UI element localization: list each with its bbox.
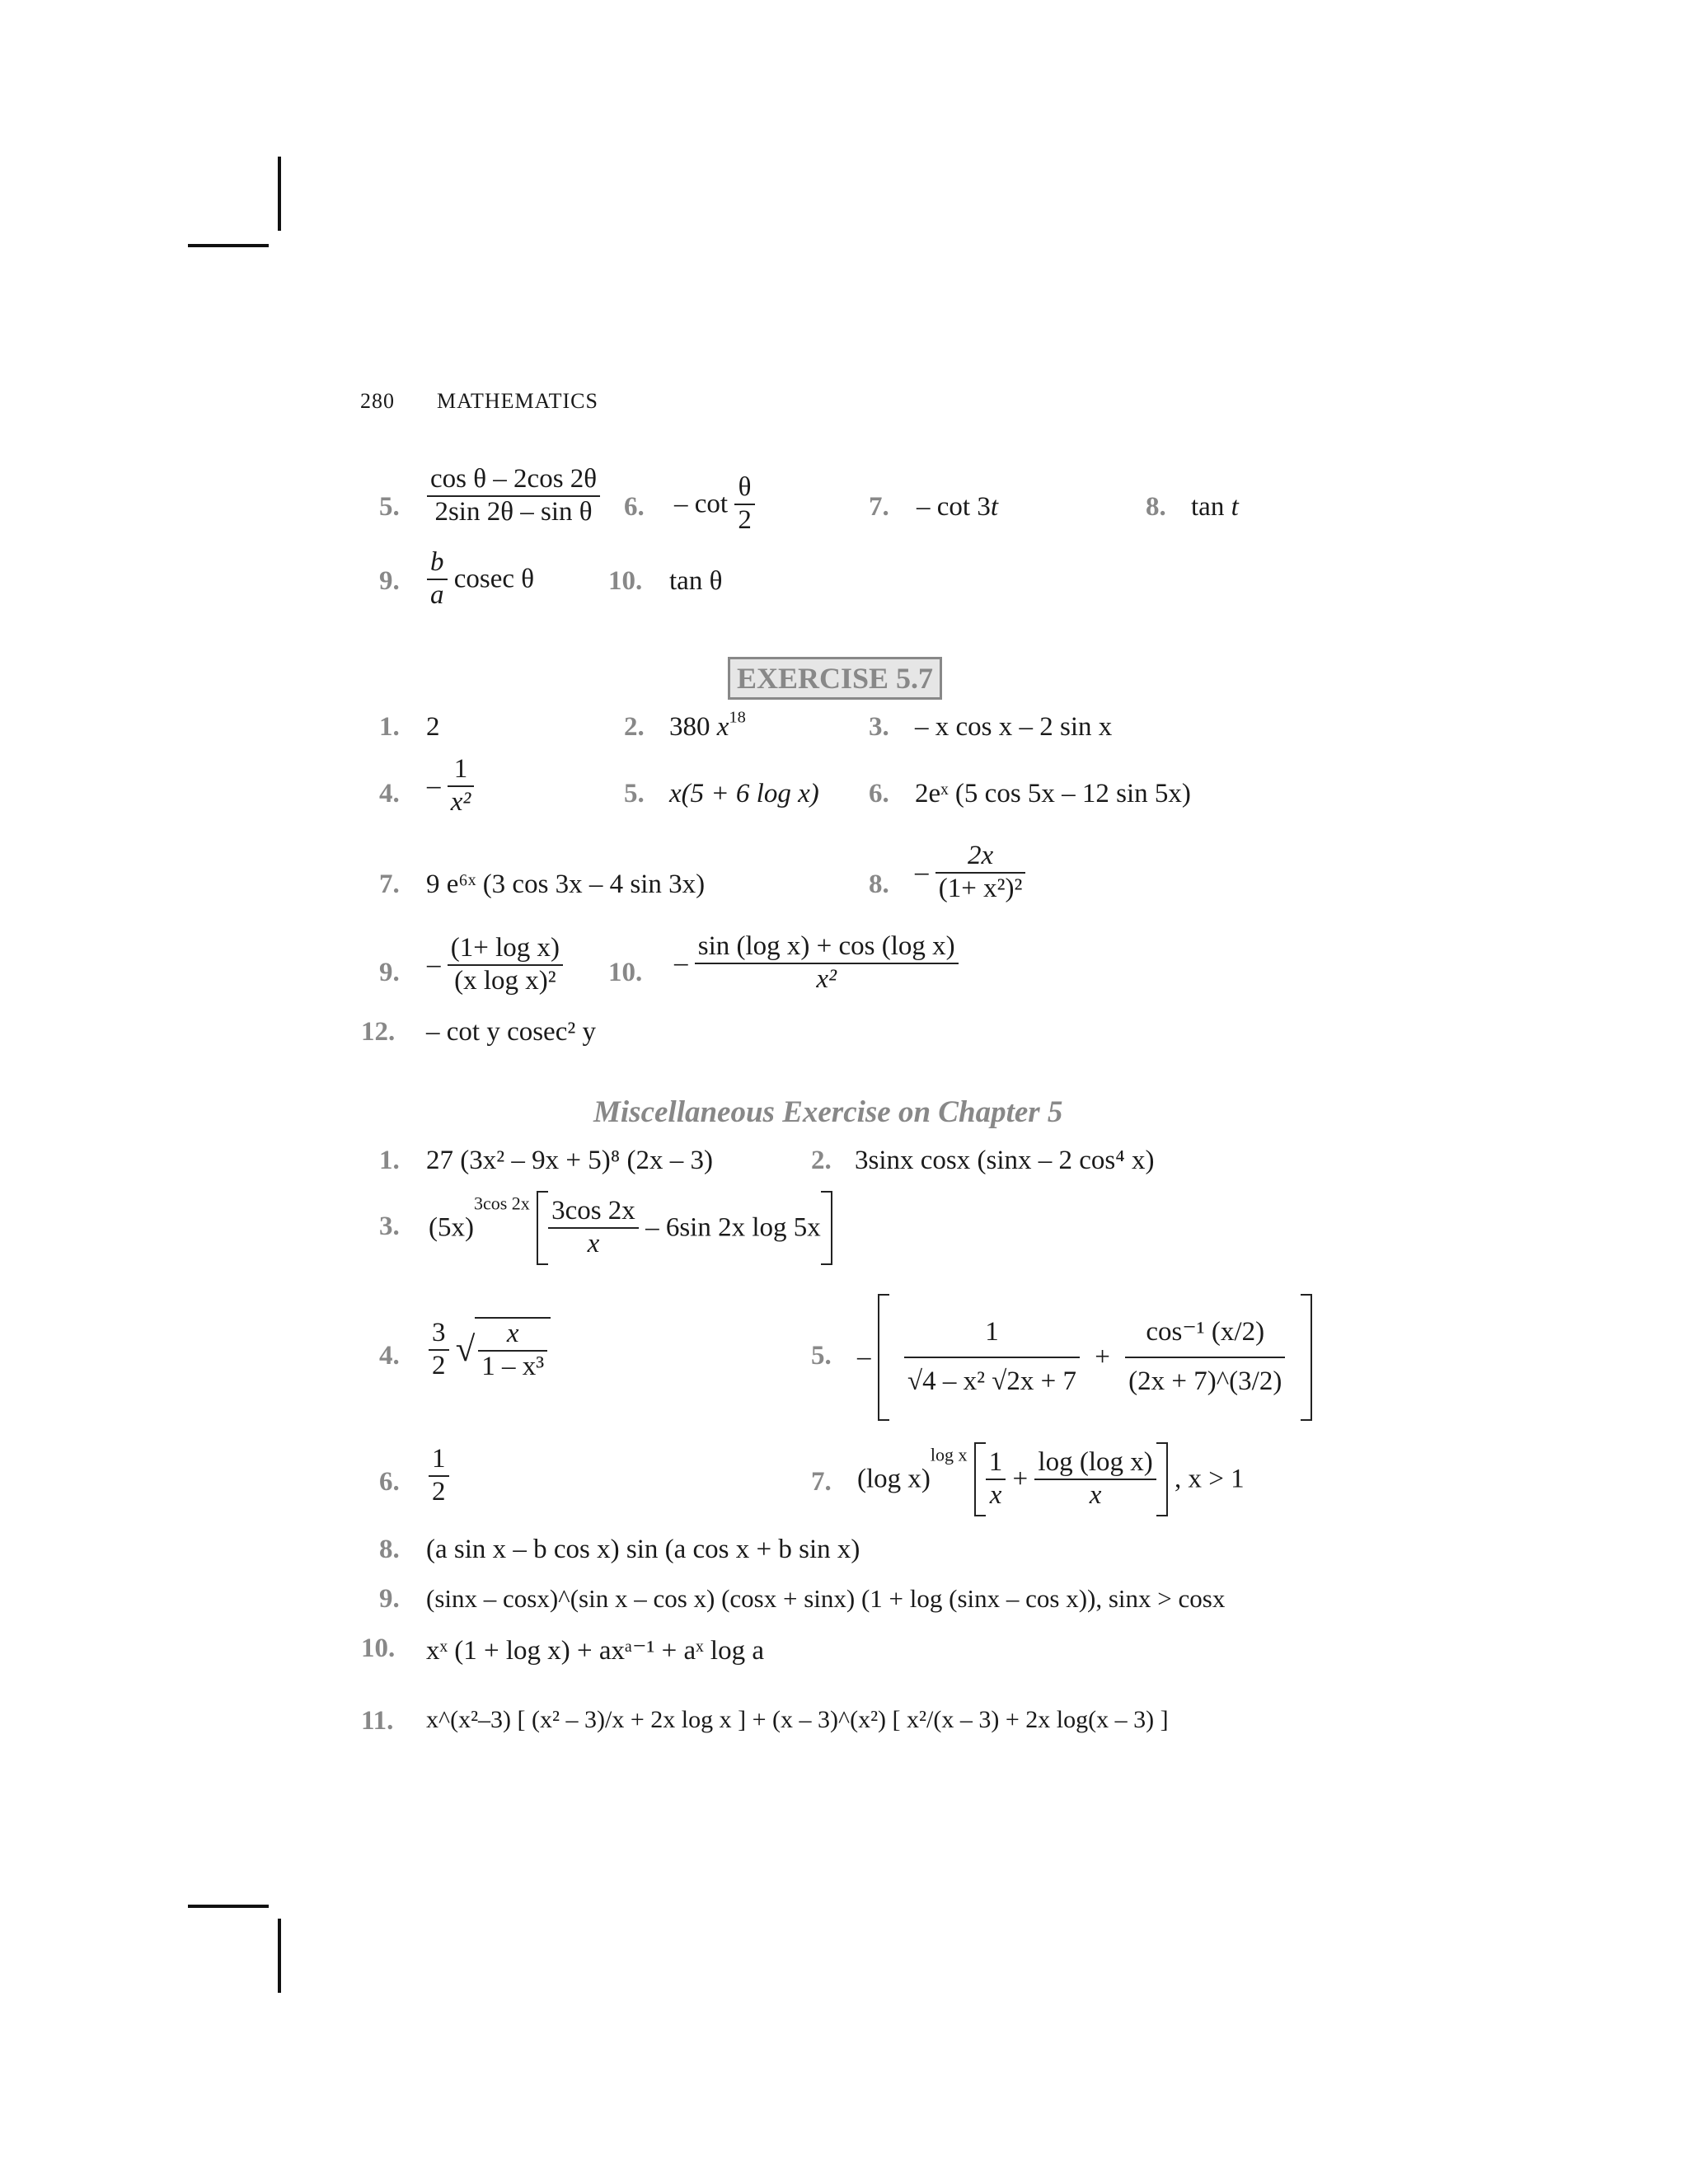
answer-5: x(5 + 6 log x)	[669, 779, 819, 808]
answer-number: 1.	[379, 1146, 400, 1175]
answer-10: – $\frac{\text{sin (log x) + cos (log x)}}{\text{x²}}$	[674, 931, 959, 996]
answer-number: 5.	[811, 1341, 832, 1371]
answer-8: (a sin x – b cos x) sin (a cos x + b sin x)	[426, 1535, 860, 1564]
answer-number: 7.	[869, 492, 889, 522]
answer-number: 10.	[361, 1633, 396, 1663]
answer-number: 6.	[624, 492, 645, 522]
answer-number: 8.	[1146, 492, 1166, 522]
answer-7: (log x)$^{log x}$ $\frac{1}{x}$ + $\frac{\text{log (log x)}}{x}$ , x > 1	[857, 1442, 1245, 1516]
answer-9: – $\frac{\text{(1+ log x)}}{\text{(x log x)²}}$	[427, 933, 563, 997]
answer-number: 3.	[869, 712, 889, 742]
answer-11: x^(x²–3) [ (x² – 3)/x + 2x log x ] + (x – 3)^(x²) [ x²/(x – 3) + 2x log(x – 3) ]	[426, 1706, 1169, 1733]
answer-10: tan θ	[669, 566, 723, 596]
answer-number: 11.	[361, 1706, 394, 1736]
answer-number: 7.	[379, 869, 400, 899]
page-header	[360, 389, 598, 414]
answer-12: – cot y cosec² y	[426, 1017, 596, 1047]
answer-10: xˣ (1 + log x) + axᵃ⁻¹ + aˣ log a	[426, 1636, 765, 1666]
answer-number: 4.	[379, 1341, 400, 1371]
answer-6: $\frac{1}{2}$	[429, 1444, 449, 1508]
answer-number: 6.	[869, 779, 889, 808]
answer-9: (sinx – cosx)^(sin x – cos x) (cosx + sinx) (1 + log (sinx – cos x)), sinx > cosx	[426, 1584, 1226, 1613]
answer-number: 8.	[869, 869, 889, 899]
answer-5-fraction: $\frac{\text{cos θ – 2cos 2θ}}{\text{2sin 2θ – sin θ}}$	[427, 464, 600, 528]
answer-1: 2	[426, 712, 440, 742]
answer-2: 380 $x^{18}$	[669, 708, 746, 742]
crop-mark-top-horizontal	[188, 244, 269, 247]
answer-number: 4.	[379, 779, 400, 808]
answer-number: 12.	[361, 1017, 396, 1047]
answer-8: tan t	[1191, 492, 1239, 522]
answer-number: 8.	[379, 1535, 400, 1564]
crop-mark-bottom-horizontal	[188, 1905, 269, 1908]
answer-6: 2eˣ (5 cos 5x – 12 sin 5x)	[915, 779, 1191, 808]
answer-8: – $\frac{2x}{\text{(1+ x²)²}}$	[915, 841, 1025, 905]
answer-number: 3.	[379, 1212, 400, 1241]
exercise-heading: EXERCISE 5.7	[728, 657, 942, 700]
answer-number: 2.	[624, 712, 645, 742]
running-title: MATHEMATICS	[437, 389, 598, 413]
answer-number: 1.	[379, 712, 400, 742]
answer-number: 9.	[379, 566, 400, 596]
page-number: 280	[360, 389, 395, 413]
answer-number: 9.	[379, 1584, 400, 1614]
crop-mark-bottom-vertical	[278, 1919, 281, 1993]
answer-number: 10.	[608, 958, 643, 987]
answer-number: 10.	[608, 566, 643, 596]
answer-4: – $\frac{1}{\text{x²}}$	[427, 754, 474, 818]
answer-5: – $\frac{1}{\text{√4 – x² √2x + 7}}$ + $\frac{\text{cos⁻¹ (x/2)}}{(2x + 7)\^{}(3/2)}$	[857, 1294, 1312, 1421]
answer-number: 5.	[379, 492, 400, 522]
answer-3: – x cos x – 2 sin x	[915, 712, 1113, 742]
answer-3: $(5x)^{3cos 2x}$ $\frac{3\cos 2x}{x}$ – 6sin 2x log 5x	[429, 1191, 832, 1265]
answer-number: 6.	[379, 1467, 400, 1497]
answer-7: 9 e⁶ˣ (3 cos 3x – 4 sin 3x)	[426, 869, 706, 899]
answer-number: 2.	[811, 1146, 832, 1175]
crop-mark-top-vertical	[278, 157, 281, 231]
answer-number: 5.	[624, 779, 645, 808]
misc-heading: Miscellaneous Exercise on Chapter 5	[593, 1095, 1063, 1129]
answer-9: $\frac{b}{a}$ cosec θ	[427, 547, 534, 612]
answer-number: 9.	[379, 958, 400, 987]
answer-7: – cot 3t	[917, 492, 998, 522]
answer-number: 7.	[811, 1467, 832, 1497]
answer-2: 3sinx cosx (sinx – 2 cos⁴ x)	[855, 1146, 1155, 1175]
answer-1: 27 (3x² – 9x + 5)⁸ (2x – 3)	[426, 1146, 713, 1175]
answer-4: $\frac{3}{2}$ √ $\frac{x}{\text{1 – x³}}$	[429, 1317, 551, 1383]
answer-6: – cot $\frac{\theta}{2}$	[674, 472, 755, 537]
